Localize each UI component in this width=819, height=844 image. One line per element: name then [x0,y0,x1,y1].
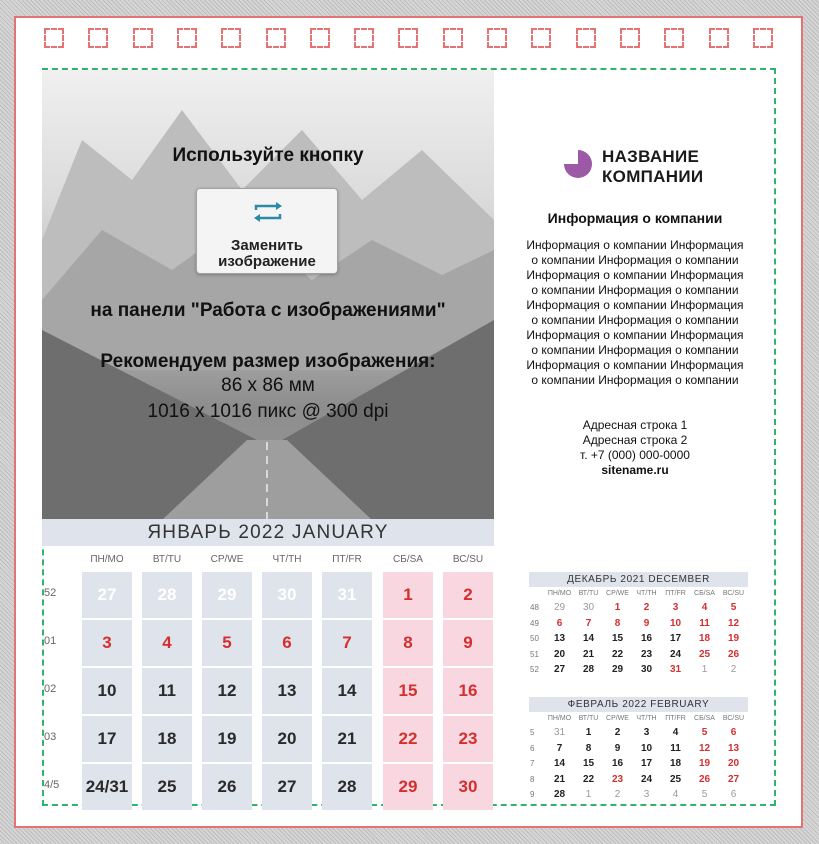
calendar-day: 1 [383,572,433,618]
binding-hole [487,28,507,48]
binding-hole [443,28,463,48]
mini-calendar-day: 16 [640,633,653,644]
info-line: о компании Информация о компании [531,373,739,387]
mini-calendar-day: 9 [643,617,650,629]
photo-instruction-line: на панели "Работа с изображениями" [90,300,446,321]
info-line: о компании Информация о компании [531,253,739,267]
mini-weekday-label: ПН/MO [547,590,572,597]
calendar-day: 15 [383,668,433,714]
mini-calendar-day: 29 [553,602,566,613]
week-number: 52 [44,587,57,599]
mini-calendar-day: 10 [640,742,653,754]
calendar-day: 26 [202,764,252,810]
mini-calendar-day: 18 [698,633,711,644]
calendar-day: 27 [262,764,312,810]
pie-logo-icon [560,146,596,182]
mini-calendar-day: 31 [553,727,566,738]
mini-calendar-day: 19 [727,633,740,644]
photo-size-title: Рекомендуем размер изображения: [100,351,436,372]
mini-calendar-day: 25 [669,773,682,785]
mini-week-number: 5 [530,728,535,737]
calendar-day: 7 [322,620,372,666]
mini-weekday-label: СР/WE [606,715,629,722]
calendar-day: 21 [322,716,372,762]
replace-image-label: изображение [218,253,316,270]
weekday-label: ПН/MO [90,554,124,565]
mini-calendar-day: 2 [614,727,621,738]
mini-calendar-day: 14 [582,633,595,644]
website[interactable]: sitename.ru [601,463,669,477]
binding-hole [88,28,108,48]
mini-calendar-day: 5 [701,789,708,800]
binding-holes [44,28,784,54]
info-line: Информация о компании Информация [526,298,744,312]
mini-weekday-label: ЧТ/TH [636,715,657,722]
mini-calendar-day: 16 [611,758,624,769]
calendar-day: 30 [443,764,493,810]
image-placeholder[interactable] [42,70,494,520]
mini-calendar-day: 3 [643,727,650,738]
address-line: Адресная строка 1 [582,418,688,432]
week-number: 02 [44,683,57,695]
binding-hole [664,28,684,48]
mini-calendar-day: 22 [582,773,595,785]
weekday-label: ВТ/TU [152,554,182,565]
calendar-day: 27 [82,572,132,618]
mini-weekday-label: ВТ/TU [578,590,599,597]
binding-hole [576,28,596,48]
mini-calendar-day: 26 [698,773,711,785]
binding-hole [709,28,729,48]
info-line: Информация о компании Информация [526,268,744,282]
mini-calendar-day: 3 [643,789,650,800]
weekday-label: СР/WE [210,554,244,565]
calendar-day: 4 [142,620,192,666]
mini-calendar-day: 1 [585,727,592,738]
calendar-day: 10 [82,668,132,714]
binding-hole [133,28,153,48]
mini-calendar-day: 20 [727,758,740,769]
mini-calendar-day: 8 [614,617,621,629]
info-line: Информация о компании Информация [526,238,744,252]
mini-week-number: 8 [530,774,535,784]
company-address-block [495,418,775,478]
mini-week-number: 6 [530,743,535,753]
calendar-day: 24/31 [82,764,132,810]
calendar-day: 2 [443,572,493,618]
binding-hole [398,28,418,48]
mini-calendar-day: 15 [582,758,595,769]
mini-calendar-day: 17 [669,633,682,644]
info-line: о компании Информация о компании [531,313,739,327]
info-line: Информация о компании Информация [526,358,744,372]
mini-calendar-day: 7 [585,617,592,629]
mini-week-number: 7 [530,759,535,768]
week-number: 4/5 [44,779,60,791]
mini-calendar-day: 6 [556,617,563,629]
calendar-day: 17 [82,716,132,762]
photo-size-px: 1016 x 1016 пикс @ 300 dpi [147,401,389,422]
mini-calendar-day: 8 [585,742,592,754]
mini-calendar-day: 25 [698,648,711,660]
calendar-day: 23 [443,716,493,762]
calendar-day: 28 [142,572,192,618]
weekday-label: ЧТ/TH [272,554,302,565]
mini-weekday-label: ВТ/TU [578,715,599,722]
binding-hole [310,28,330,48]
binding-hole [177,28,197,48]
weekday-label: СБ/SA [393,554,423,565]
mini-weekday-label: ВС/SU [722,590,745,597]
mini-calendar-day: 23 [640,648,653,660]
mini-calendar-day: 21 [582,648,595,660]
mini-calendar-day: 10 [669,617,682,629]
info-line: о компании Информация о компании [531,343,739,357]
calendar-day: 3 [82,620,132,666]
mini-calendar-day: 21 [553,773,566,785]
calendar-day: 31 [322,572,372,618]
binding-hole [221,28,241,48]
mini-calendar-day: 28 [553,789,566,800]
replace-image-label: Заменить [230,237,304,254]
photo-size-mm: 86 x 86 мм [221,375,315,396]
calendar-day: 20 [262,716,312,762]
mini-calendar-day: 3 [672,602,679,613]
landscape-illustration [42,70,494,520]
mini-calendar-day: 23 [611,773,624,785]
mini-weekday-label: ПН/MO [547,715,572,722]
mini-weekday-label: ВС/SU [722,715,745,722]
mini-calendar-day: 1 [614,602,621,613]
mini-calendar-day: 9 [614,742,621,754]
mini-calendar-day: 2 [614,789,621,800]
mini-calendar-day: 7 [556,742,563,754]
mini-calendar-day: 27 [553,664,566,675]
mini-calendar-day: 4 [701,602,708,613]
replace-image-button[interactable] [196,188,338,274]
mini-calendar-day: 15 [611,633,624,644]
mini-calendar-day: 1 [585,789,592,800]
mini-calendar-day: 1 [701,664,708,675]
calendar-day: 6 [262,620,312,666]
mini-calendar-day: 4 [672,727,679,738]
mini-calendar-day: 11 [699,617,710,629]
swap-icon [252,201,284,223]
calendar-day: 14 [322,668,372,714]
mini-week-number: 9 [530,790,535,799]
binding-hole [44,28,64,48]
calendar-day: 12 [202,668,252,714]
calendar-day: 22 [383,716,433,762]
binding-hole [531,28,551,48]
calendar-day: 5 [202,620,252,666]
phone: т. +7 (000) 000-0000 [580,448,690,462]
mini-calendar-day: 4 [672,789,679,800]
address-line: Адресная строка 2 [582,433,688,447]
mini-calendar-day: 26 [727,648,740,660]
mini-calendar-day: 24 [669,648,682,660]
calendar-day: 13 [262,668,312,714]
mini-calendar-day: 5 [701,727,708,738]
company-info-text [510,238,760,388]
mini-calendar-day: 18 [669,758,682,769]
mini-calendar-day: 13 [553,633,566,644]
week-number: 01 [44,635,57,647]
calendar-day: 11 [142,668,192,714]
mini-weekday-label: СР/WE [606,590,629,597]
mini-calendar-day: 19 [698,758,711,769]
calendar-day: 9 [443,620,493,666]
photo-instruction-line: Используйте кнопку [172,145,364,166]
calendar-day: 25 [142,764,192,810]
mini-calendar-day: 31 [669,664,682,675]
mini-weekday-label: ЧТ/TH [636,590,657,597]
company-name: НАЗВАНИЕ КОМПАНИИ [602,147,704,186]
binding-hole [266,28,286,48]
calendar-day: 29 [383,764,433,810]
calendar-day: 18 [142,716,192,762]
mini-weekday-label: СБ/SA [694,590,715,597]
mini-calendar-day: 30 [582,602,595,613]
mini-weekday-label: ПТ/FR [665,715,686,722]
calendar-day: 16 [443,668,493,714]
mini-calendar-day: 20 [553,648,566,660]
mini-weekday-label: ПТ/FR [665,590,686,597]
calendar-day: 30 [262,572,312,618]
mini-week-number: 52 [530,665,539,674]
mini-week-number: 48 [530,603,539,612]
info-line: о компании Информация о компании [531,283,739,297]
company-info-title: Информация о компании [547,210,723,226]
weekday-label: ВС/SU [452,554,484,565]
main-calendar-title: ЯНВАРЬ 2022 JANUARY [42,519,494,546]
mini-calendar-day: 12 [727,617,740,629]
binding-hole [620,28,640,48]
mini-calendar-day: 6 [730,727,737,738]
mini-calendar-day: 13 [727,742,740,754]
mini-week-number: 51 [530,649,539,659]
week-number: 03 [44,731,57,743]
mini-calendar-day: 11 [670,742,681,754]
mini-calendar-day: 2 [643,602,650,613]
info-line: Информация о компании Информация [526,328,744,342]
calendar-day: 19 [202,716,252,762]
mini-calendar-day: 2 [730,664,737,675]
mini-calendar-day: 24 [640,773,653,785]
mini-calendar-day: 27 [727,773,740,785]
mini-calendar-day: 29 [611,664,624,675]
calendar-day: 8 [383,620,433,666]
calendar-day: 29 [202,572,252,618]
mini-weekday-label: СБ/SA [694,715,715,722]
mini-calendar-day: 5 [730,602,737,613]
mini-calendar-day: 14 [553,758,566,769]
weekday-label: ПТ/FR [332,554,362,565]
mini-calendar-day: 28 [582,664,595,675]
mini-week-number: 49 [530,618,539,628]
mini-calendar-day: 22 [611,648,624,660]
binding-hole [753,28,773,48]
mini-calendar-title: ДЕКАБРЬ 2021 DECEMBER [529,572,748,587]
mini-calendar-day: 6 [730,789,737,800]
calendar-day: 28 [322,764,372,810]
binding-hole [354,28,374,48]
mini-calendar-day: 17 [640,758,653,769]
mini-week-number: 50 [530,634,539,643]
mini-calendar-day: 30 [640,664,653,675]
mini-calendar-title: ФЕВРАЛЬ 2022 FEBRUARY [529,697,748,712]
mini-calendar-day: 12 [698,742,711,754]
